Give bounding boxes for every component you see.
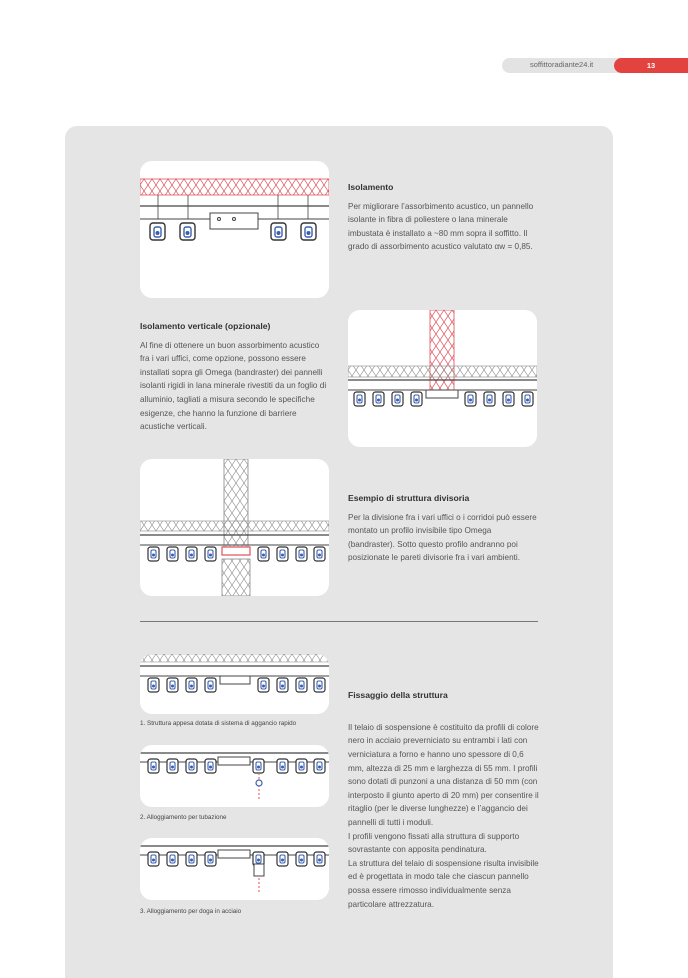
figure-alloggiamento-tubazione	[140, 745, 329, 807]
figure-isolamento-verticale	[348, 310, 537, 447]
section-body: Per migliorare l’assorbimento acustico, un pannello isolante in fibra di poliestere o lana minerale imbustata è installato a ~80 mm sopra il soffitto. Il grado di assorbimento acustico valutato αw = 0,85.	[348, 201, 534, 252]
figure-isolamento	[140, 161, 329, 298]
section-body: Per la divisione fra i vari uffici o i corridoi può essere montato un profilo invisibile tipo Omega (bandraster). Sotto questo profilo andranno poi posizionate le pareti divisorie fra i vari ambienti.	[348, 512, 537, 563]
page-number: 13	[614, 58, 688, 73]
section-body: Il telaio di sospensione è costituito da profili di colore nero in acciaio preverniciato su entrambi i lati con verniciatura a forno e hanno uno spessore di 0,6 mm, altezza di 25 mm e larghezza di 55 mm. I profili sono dotati di punzoni a una distanza di 50 mm (con interposto il giunto aperto di 20 mm) per consentire il ritaglio (per le diverse lunghezze) e l’aggancio dei pannelli di tutti i moduli. I profili vengono fissati alla struttura di supporto sovrastante con apposita pendinatura. La struttura del telaio di sospensione risulta invisibile ed è progettata in modo tale che ciascun pannello possa essere rimosso individualmente senza particolare attrezzatura.	[348, 722, 539, 909]
figure-alloggiamento-doga	[140, 838, 329, 900]
section-title: Fissaggio della struttura	[348, 689, 448, 700]
section-isolamento-verticale	[140, 320, 330, 434]
section-divider	[140, 621, 538, 622]
section-fissaggio	[348, 675, 540, 925]
section-body: Al fine di ottenere un buon assorbimento acustico fra i vari uffici, come opzione, possono essere installati sopra gli Omega (bandraster) dei pannelli isolanti rigidi in lana minerale rivestiti da un foglio di alluminio, tagliati a misura secondo le specifiche esigenze, che hanno la funzione di barriere acustiche verticali.	[140, 340, 327, 432]
section-title: Esempio di struttura divisoria	[348, 493, 470, 503]
figure-struttura-appesa	[140, 654, 329, 714]
site-url[interactable]: soffittoradiante24.it	[530, 60, 594, 69]
section-title: Isolamento	[348, 182, 394, 192]
header-bar	[502, 58, 688, 73]
caption-1: 1. Struttura appesa dotata di sistema di aggancio rapido	[140, 720, 297, 727]
section-isolamento	[348, 181, 540, 254]
section-title: Isolamento verticale (opzionale)	[140, 321, 271, 331]
figure-struttura-divisoria	[140, 459, 329, 596]
caption-3: 3. Alloggiamento per doga in acciaio	[140, 908, 242, 915]
section-struttura-divisoria	[348, 492, 540, 565]
caption-2: 2. Alloggiamento per tubazione	[140, 814, 227, 821]
